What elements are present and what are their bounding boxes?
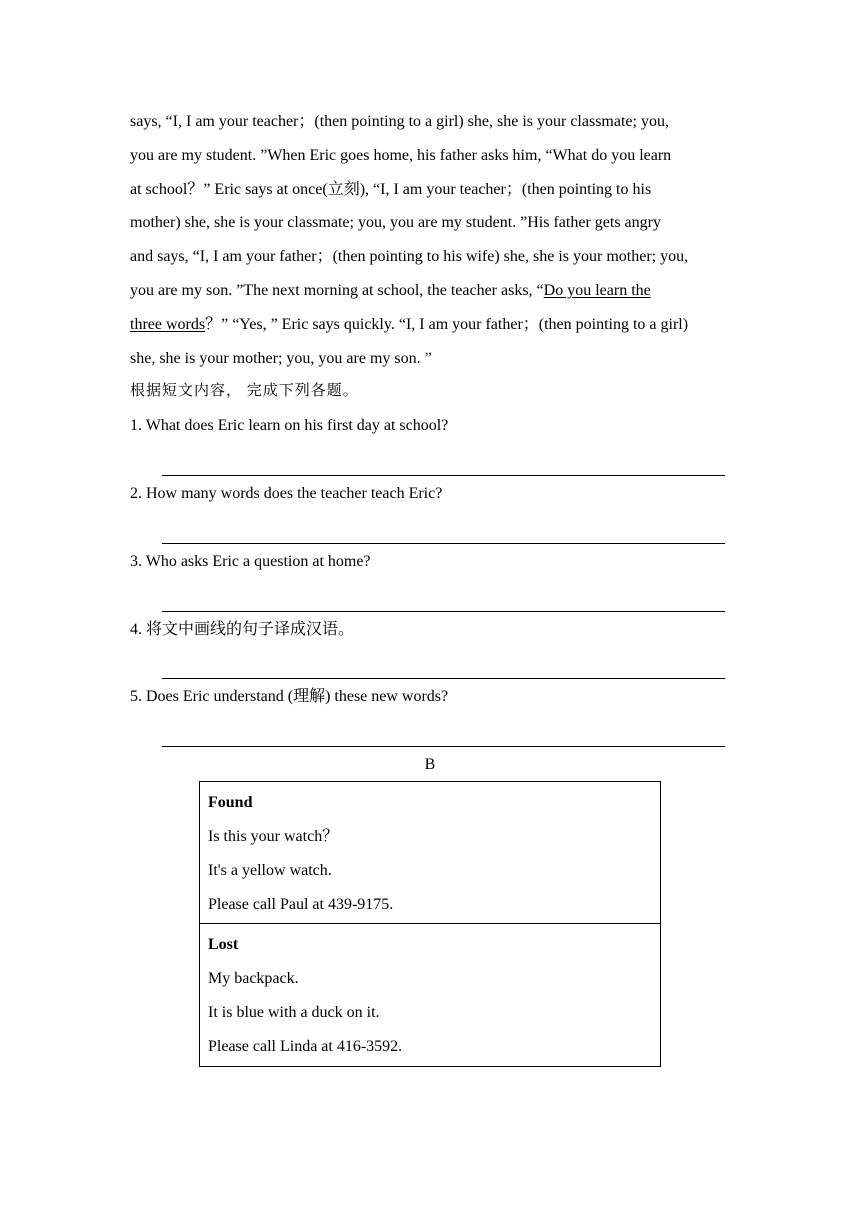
instruction: 根据短文内容， 完成下列各题。 — [130, 383, 359, 400]
answer-line[interactable] — [162, 646, 725, 680]
notice-line: It's a yellow watch. — [208, 861, 332, 879]
passage-text: ？” “Yes, ” Eric says quickly. “I, I am your father；(then pointing to a girl) — [205, 315, 689, 333]
passage-line: at school？” Eric says at once(立刻), “I, I am your teacher；(then pointing to his — [130, 180, 652, 198]
notice-line: It is blue with a duck on it. — [208, 1003, 380, 1021]
lost-notice — [200, 924, 661, 1066]
question-list — [130, 409, 740, 748]
notice-line: Please call Linda at 416-3592. — [208, 1037, 403, 1055]
passage-line: and says, “I, I am your father；(then pointing to his wife) she, she is your mother; you, — [130, 248, 689, 266]
notice-line: Is this your watch？ — [208, 827, 339, 845]
found-notice — [200, 782, 661, 924]
notice-heading: Lost — [208, 936, 239, 954]
question-text: 2. How many words does the teacher teach Eric? — [130, 484, 443, 502]
underlined-sentence: Do you learn the — [543, 281, 651, 299]
passage-line: you are my student. ”When Eric goes home, his father asks him, “What do you learn — [130, 146, 672, 164]
passage-line — [130, 274, 740, 308]
answer-line[interactable] — [162, 443, 725, 477]
answer-line[interactable] — [162, 579, 725, 613]
notice-line: My backpack. — [208, 970, 299, 988]
passage-line — [130, 308, 740, 342]
question-text: 3. Who asks Eric a question at home? — [130, 552, 371, 570]
notice-table — [199, 781, 661, 1066]
underlined-sentence: three words — [130, 315, 206, 333]
worksheet-page — [130, 105, 740, 1067]
reading-passage — [130, 105, 740, 375]
section-label: B — [424, 756, 436, 774]
answer-line[interactable] — [162, 714, 725, 748]
question-text: 5. Does Eric understand (理解) these new words? — [130, 688, 449, 706]
passage-line: mother) she, she is your classmate; you, you are my student. ”His father gets angry — [130, 214, 661, 232]
passage-text: you are my son. ”The next morning at school, the teacher asks, “ — [130, 281, 544, 299]
notice-heading: Found — [208, 794, 253, 812]
notice-line: Please call Paul at 439-9175. — [208, 895, 394, 913]
question-text: 4. 将文中画线的句子译成汉语。 — [130, 620, 355, 638]
answer-line[interactable] — [162, 511, 725, 545]
passage-line: says, “I, I am your teacher；(then pointing to a girl) she, she is your classmate; you, — [130, 113, 669, 130]
question-text: 1. What does Eric learn on his first day at school? — [130, 417, 449, 435]
passage-line: she, she is your mother; you, you are my son. ” — [130, 349, 432, 367]
